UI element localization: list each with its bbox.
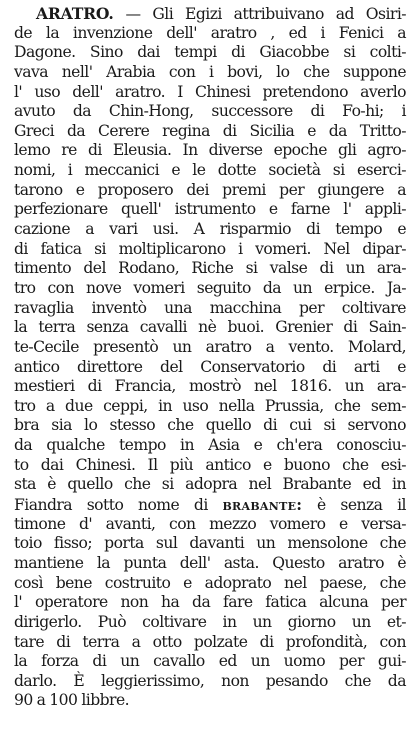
line-text: Fiandra sotto nome di <box>14 496 223 515</box>
line-text: — Gli Egizi attribuivano ad Osiri- <box>113 5 406 23</box>
text-line: te-Cecile presentò un aratro a vento. Molard, <box>14 337 406 356</box>
text-line: lemo re di Eleusia. In diverse epoche gli agro- <box>14 141 406 160</box>
text-line: da qualche tempo in Asia e ch'era conosciu- <box>14 436 406 455</box>
text-line: l' uso dell' aratro. I Chinesi pretendono averlo <box>14 82 406 101</box>
text-line: nomi, i meccanici e le dotte società si eserci- <box>14 161 406 180</box>
text-line: timone d' avanti, con mezzo vomero e versa- <box>14 514 406 533</box>
text-line: sta è quello che si adopra nel Brabante ed in <box>14 475 406 494</box>
text-line: perfezionare quell' istrumento e farne l' appli- <box>14 200 406 219</box>
text-line: Dagone. Sino dai tempi di Giacobbe si colti- <box>14 43 406 62</box>
text-line: toio fisso; porta sul davanti un mensolone che <box>14 534 406 553</box>
text-line: timento del Rodano, Riche si valse di un ara- <box>14 259 406 278</box>
text-line: tro a due ceppi, in uso nella Prussia, che sem- <box>14 396 406 415</box>
text-line <box>14 4 406 24</box>
text-line: cazione a vari usi. A risparmio di tempo e <box>14 220 406 239</box>
text-line: 90 a 100 libbre. <box>14 691 130 710</box>
text-line: de la invenzione dell' aratro , ed i Fenici a <box>14 23 406 42</box>
text-line: mestieri di Francia, mostrò nel 1816. un ara- <box>14 377 406 396</box>
text-line: Greci da Cerere regina di Sicilia e da Tritto- <box>14 121 406 140</box>
text-line: tro con nove vomeri seguito da un erpice. Ja- <box>14 278 406 297</box>
text-line: darlo. È leggierissimo, non pesando che da <box>14 671 406 690</box>
text-line: vava nell' Arabia con i bovi, lo che suppone <box>14 62 406 81</box>
text-line: dirigerlo. Può coltivare in un giorno un et- <box>14 612 406 631</box>
entry-headword: ARATRO. <box>36 4 114 23</box>
text-line: bra sia lo stesso che quello di cui si servono <box>14 416 406 435</box>
small-caps-term: brabante: <box>222 495 303 515</box>
text-line: tarono e proposero dei premi per giungere a <box>14 180 406 199</box>
line-text: è senza il <box>302 496 406 515</box>
text-line: la terra senza cavalli nè buoi. Grenier di Sain- <box>14 318 406 337</box>
text-line: mantiene la punta dell' asta. Questo aratro è <box>14 553 406 572</box>
text-line: di fatica si moltiplicarono i vomeri. Nel dipar- <box>14 239 406 258</box>
text-line: avuto da Chin-Hong, successore di Fo-hi; i <box>14 102 406 121</box>
text-line: to dai Chinesi. Il più antico e buono che esi- <box>14 455 406 474</box>
text-line: l' operatore non ha da fare fatica alcuna per <box>14 593 406 612</box>
text-line: antico direttore del Conservatorio di arti e <box>14 357 406 376</box>
dictionary-entry <box>14 4 406 711</box>
text-line: così bene costruito e adoprato nel paese, che <box>14 573 406 592</box>
text-line: tare di terra a otto polzate di profondità, con <box>14 632 406 651</box>
text-line <box>14 495 406 515</box>
text-line: la forza di un cavallo ed un uomo per gui- <box>14 652 406 671</box>
text-line: ravaglia inventò una macchina per coltivare <box>14 298 406 317</box>
